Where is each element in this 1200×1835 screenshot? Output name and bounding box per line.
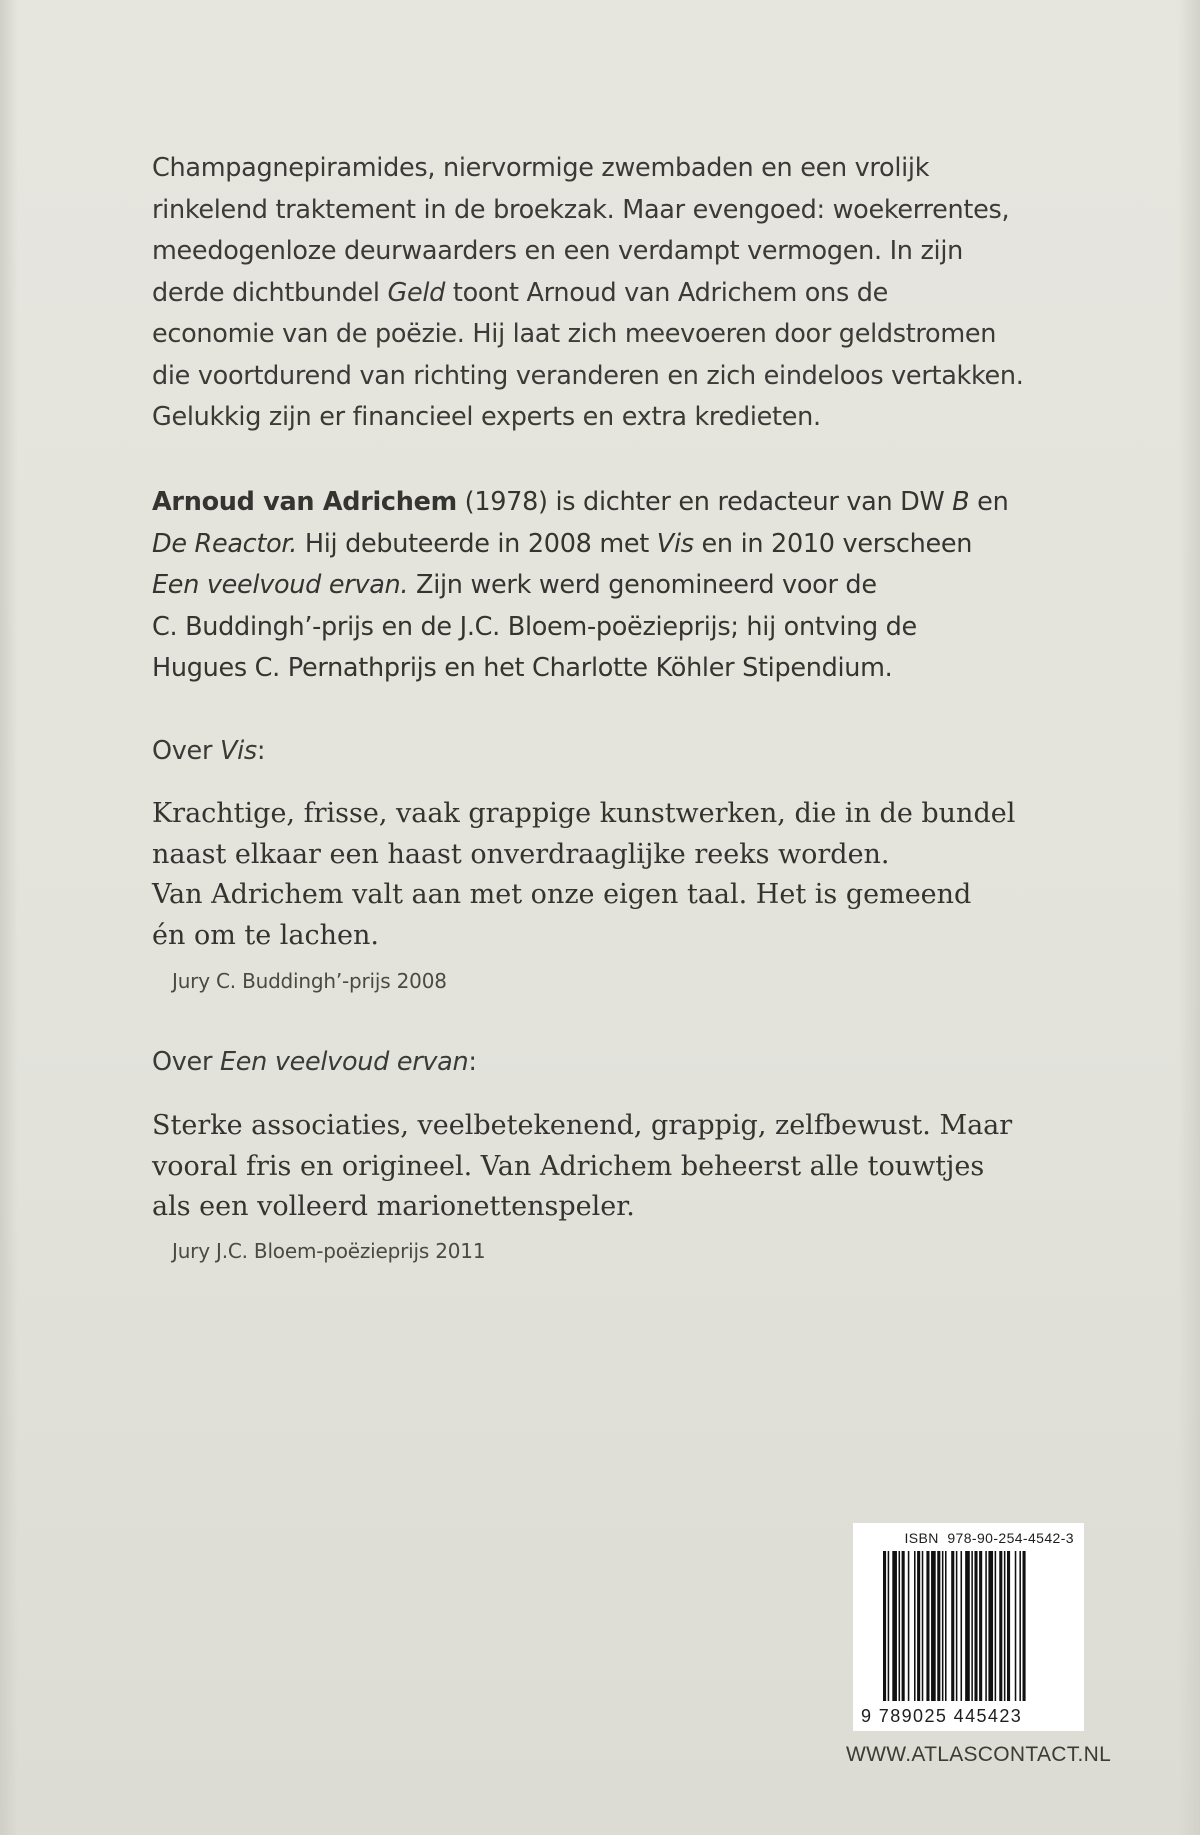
colon: : [468, 1047, 477, 1077]
review-heading-vis [152, 733, 265, 769]
barcode-bar [985, 1551, 987, 1701]
barcode-bar [1023, 1551, 1026, 1701]
barcode-bar [965, 1551, 970, 1701]
barcode-bar [942, 1551, 944, 1701]
barcode-bar [945, 1551, 947, 1701]
barcode-bar [961, 1551, 963, 1701]
barcode-bar [892, 1551, 897, 1701]
barcode-bar [995, 1551, 997, 1701]
barcode-bar [888, 1551, 890, 1701]
quote-line: naast elkaar een haast onverdraaglijke reeks worden. [152, 838, 890, 870]
bio-text: en [969, 487, 1009, 517]
barcode-bar [917, 1551, 920, 1701]
barcode-bar [926, 1551, 929, 1701]
isbn-barcode [853, 1523, 1084, 1731]
barcode-bar [956, 1551, 958, 1701]
magazine-dwb: B [952, 487, 970, 517]
bio-line: Hugues C. Pernathprijs en het Charlotte Köhler Stipendium. [152, 653, 893, 683]
blurb-line: Gelukkig zijn er financieel experts en extra kredieten. [152, 402, 821, 432]
over-label: Over [152, 736, 220, 766]
quote-line: én om te lachen. [152, 919, 379, 951]
review-book-title: Een veelvoud ervan [219, 1047, 469, 1077]
bio-line [152, 524, 1082, 566]
barcode-bar [974, 1551, 977, 1701]
bio-line [152, 565, 1082, 607]
barcode-bar [937, 1551, 940, 1701]
blurb-text: toont Arnoud van Adrichem ons de [452, 277, 889, 308]
review-heading-veelvoud [152, 1044, 477, 1080]
author-bio [152, 482, 1082, 690]
bio-text: en in 2010 verscheen [693, 528, 973, 559]
quote-line: Van Adrichem valt aan met onze eigen taal. Het is gemeend [152, 879, 972, 910]
barcode-digits: 9 789025 445423 [861, 1706, 1023, 1726]
barcode-bar [979, 1551, 982, 1701]
blurb-line: Champagnepiramides, niervormige zwembaden en een vrolijk [152, 153, 930, 183]
book-title-veelvoud: Een veelvoud ervan. [152, 570, 409, 600]
isbn-label: ISBN 978-90-254-4542-3 [904, 1530, 1074, 1546]
magazine-reactor: De Reactor. [152, 528, 298, 559]
barcode-bar [1015, 1551, 1017, 1701]
barcode-bar [971, 1551, 973, 1701]
review-quote-vis [152, 794, 1052, 956]
quote-line: vooral fris en origineel. Van Adrichem beheerst alle touwtjes [152, 1150, 985, 1182]
review-attribution-veelvoud: Jury J.C. Bloem-poëzieprijs 2011 [172, 1239, 486, 1263]
blurb-line: rinkelend traktement in de broekzak. Maar evengoed: woekerrentes, [152, 194, 1010, 225]
blurb-paragraph [152, 148, 1082, 439]
over-label: Over [152, 1047, 220, 1077]
blurb-line: die voortdurend van richting veranderen en zich eindeloos vertakken. [152, 360, 1024, 391]
quote-line: als een volleerd marionettenspeler. [152, 1191, 635, 1222]
quote-line: Sterke associaties, veelbetekenend, grappig, zelfbewust. Maar [152, 1110, 1013, 1141]
barcode-bar [1004, 1551, 1006, 1701]
barcode-bar [1007, 1551, 1010, 1701]
review-attribution-vis: Jury C. Buddingh’-prijs 2008 [172, 969, 447, 993]
author-name: Arnoud van Adrichem [152, 487, 457, 517]
barcode-bar [902, 1551, 905, 1701]
book-title-vis: Vis [656, 528, 694, 559]
blurb-line [152, 273, 1082, 315]
barcode-bar [914, 1551, 916, 1701]
bio-text: Zijn werk werd genomineerd voor de [408, 570, 877, 600]
barcode-bar [951, 1551, 954, 1701]
bio-line [152, 482, 1082, 524]
barcode-bars [883, 1551, 1073, 1701]
book-title-geld: Geld [387, 277, 446, 308]
barcode-bar [908, 1551, 910, 1701]
review-quote-veelvoud [152, 1106, 1052, 1228]
blurb-line: meedogenloze deurwaarders en een verdampt vermogen. In zijn [152, 236, 963, 266]
blurb-text: derde dichtbundel [152, 277, 380, 308]
barcode-bar [931, 1551, 936, 1701]
barcode-bar [899, 1551, 901, 1701]
bio-line: C. Buddingh’-prijs en de J.C. Bloem-poëzieprijs; hij ontving de [152, 611, 917, 642]
barcode-bar [1019, 1551, 1021, 1701]
barcode-bar [883, 1551, 886, 1701]
barcode-bar [922, 1551, 924, 1701]
publisher-website: WWW.ATLASCONTACT.NL [846, 1743, 1112, 1766]
barcode-bar [988, 1551, 993, 1701]
review-book-title: Vis [219, 736, 257, 766]
bio-text: Hij debuteerde in 2008 met [297, 528, 657, 559]
blurb-line: economie van de poëzie. Hij laat zich meevoeren door geldstromen [152, 319, 997, 349]
colon: : [256, 736, 266, 766]
bio-text: (1978) is dichter en redacteur van DW [456, 487, 953, 517]
barcode-bar [999, 1551, 1002, 1701]
quote-line: Krachtige, frisse, vaak grappige kunstwerken, die in de bundel [152, 798, 1016, 829]
